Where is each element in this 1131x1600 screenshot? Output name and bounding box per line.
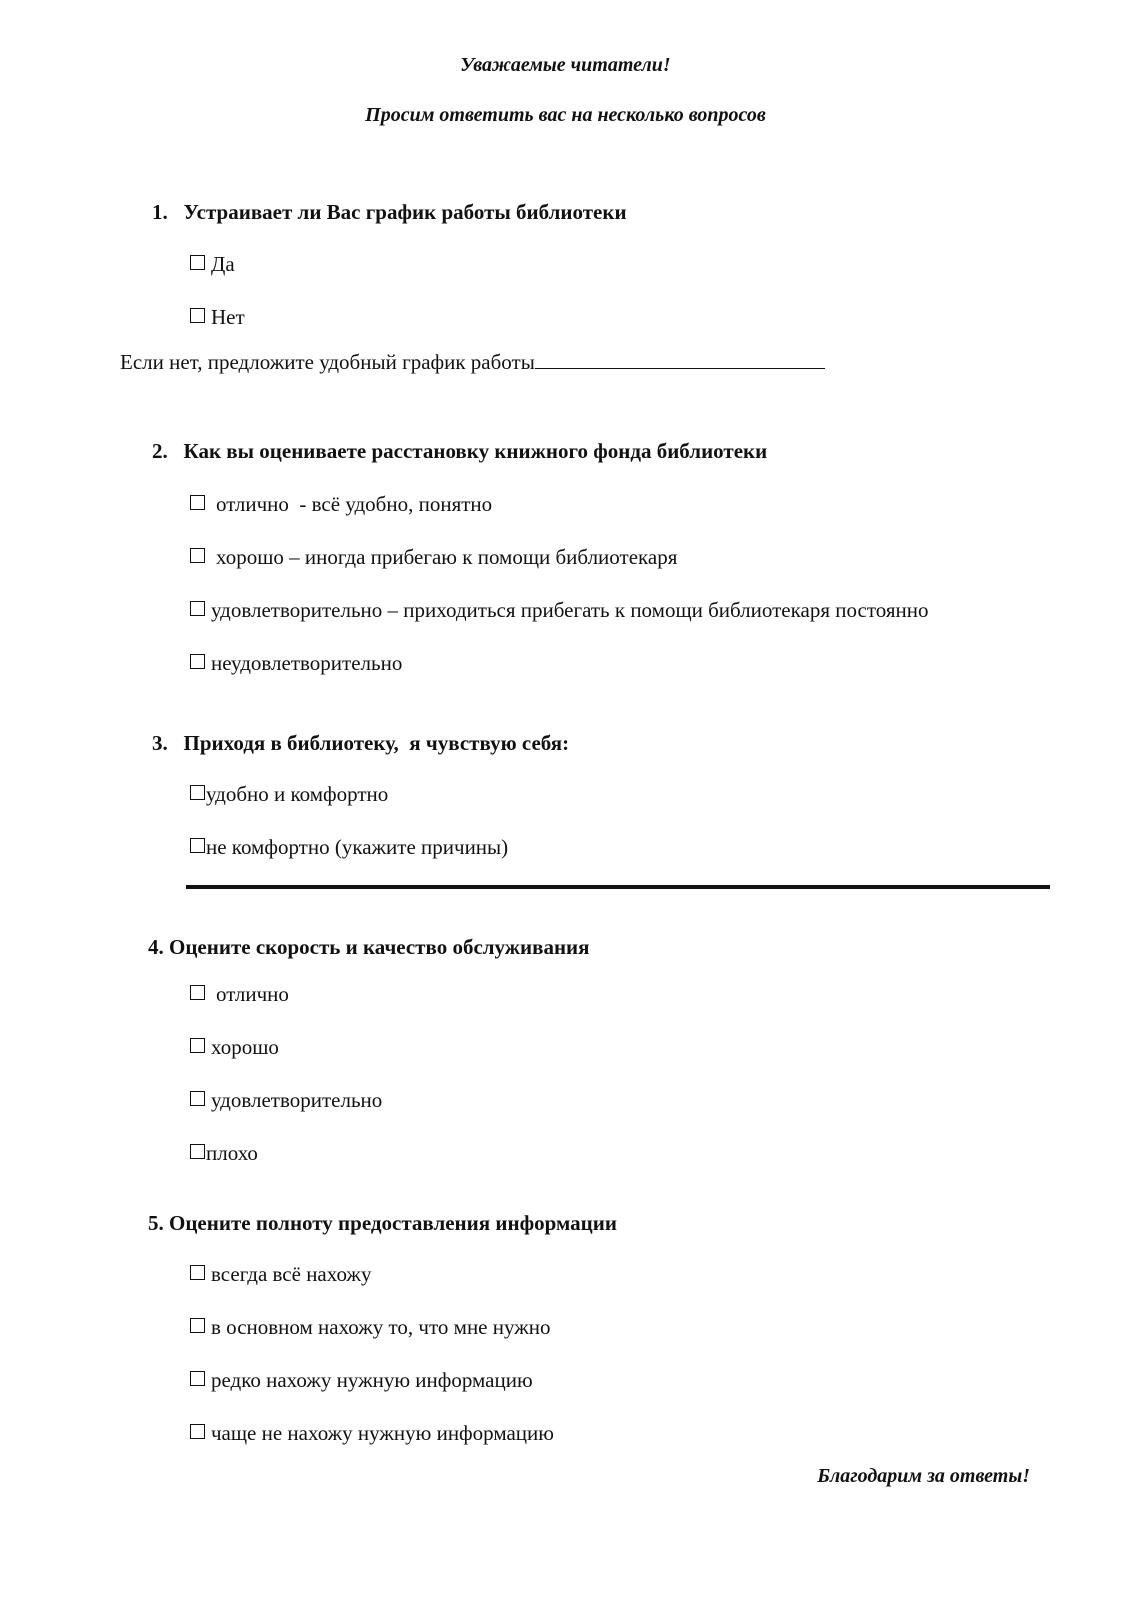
q2-option-1[interactable] (190, 492, 492, 517)
question-2-text: Как вы оцениваете расстановку книжного фонда библиотеки (183, 439, 768, 463)
option-label: Нет (211, 305, 245, 329)
checkbox[interactable] (190, 308, 205, 323)
question-4: 4. Оцените скорость и качество обслуживания (148, 935, 590, 959)
q3-option-2[interactable] (190, 835, 508, 860)
question-2-number: 2. (152, 439, 168, 463)
q4-option-4[interactable] (190, 1141, 258, 1166)
checkbox[interactable] (190, 838, 205, 853)
checkbox[interactable] (190, 1091, 205, 1106)
q1-option-no[interactable] (190, 305, 245, 330)
checkbox[interactable] (190, 1371, 205, 1386)
option-label: плохо (206, 1141, 258, 1165)
request-heading: Просим ответить вас на несколько вопросов (365, 104, 766, 126)
question-2 (152, 439, 767, 464)
q3-answer-line[interactable] (186, 885, 1050, 889)
question-1-number: 1. (152, 200, 168, 224)
option-label: Да (211, 252, 235, 276)
checkbox[interactable] (190, 654, 205, 669)
q1-option-yes[interactable] (190, 252, 235, 277)
q2-option-4[interactable] (190, 651, 402, 676)
q4-option-2[interactable] (190, 1035, 279, 1060)
option-label: отлично (216, 982, 289, 1006)
option-label: не комфортно (укажите причины) (206, 835, 509, 859)
question-3 (152, 731, 569, 756)
checkbox[interactable] (190, 255, 205, 270)
q5-option-3[interactable] (190, 1368, 533, 1393)
option-label: всегда всё нахожу (211, 1262, 372, 1286)
option-label: хорошо – иногда прибегаю к помощи библиотекаря (216, 545, 678, 569)
q1-followup-answer-line[interactable] (535, 350, 825, 369)
option-label: чаще не нахожу нужную информацию (211, 1421, 554, 1445)
option-label: удобно и комфортно (206, 782, 389, 806)
checkbox[interactable] (190, 1144, 205, 1159)
option-label: редко нахожу нужную информацию (211, 1368, 533, 1392)
checkbox[interactable] (190, 1318, 205, 1333)
checkbox[interactable] (190, 785, 205, 800)
option-label: удовлетворительно (211, 1088, 383, 1112)
checkbox[interactable] (190, 548, 205, 563)
greeting-heading: Уважаемые читатели! (460, 54, 671, 76)
checkbox[interactable] (190, 495, 205, 510)
q1-followup-label: Если нет, предложите удобный график работы (120, 350, 535, 374)
question-3-number: 3. (152, 731, 168, 755)
q3-option-1[interactable] (190, 782, 388, 807)
question-1 (152, 200, 627, 225)
q5-option-4[interactable] (190, 1421, 554, 1446)
question-3-text: Приходя в библиотеку, я чувствую себя: (183, 731, 570, 755)
option-label: хорошо (211, 1035, 279, 1059)
q5-option-2[interactable] (190, 1315, 550, 1340)
option-label: в основном нахожу то, что мне нужно (211, 1315, 551, 1339)
thanks-footer: Благодарим за ответы! (817, 1465, 1030, 1487)
q2-option-2[interactable] (190, 545, 677, 570)
checkbox[interactable] (190, 1038, 205, 1053)
option-label: удовлетворительно – приходиться прибегать к помощи библиотекаря постоянно (211, 598, 929, 622)
checkbox[interactable] (190, 1424, 205, 1439)
q1-followup (120, 350, 825, 375)
q5-option-1[interactable] (190, 1262, 371, 1287)
question-5: 5. Оцените полноту предоставления информации (148, 1211, 617, 1235)
checkbox[interactable] (190, 1265, 205, 1280)
q4-option-3[interactable] (190, 1088, 382, 1113)
question-1-text: Устраивает ли Вас график работы библиотеки (183, 200, 627, 224)
option-label: неудовлетворительно (211, 651, 403, 675)
checkbox[interactable] (190, 601, 205, 616)
q2-option-3[interactable] (190, 598, 928, 623)
option-label: отлично - всё удобно, понятно (216, 492, 493, 516)
checkbox[interactable] (190, 985, 205, 1000)
q4-option-1[interactable] (190, 982, 289, 1007)
